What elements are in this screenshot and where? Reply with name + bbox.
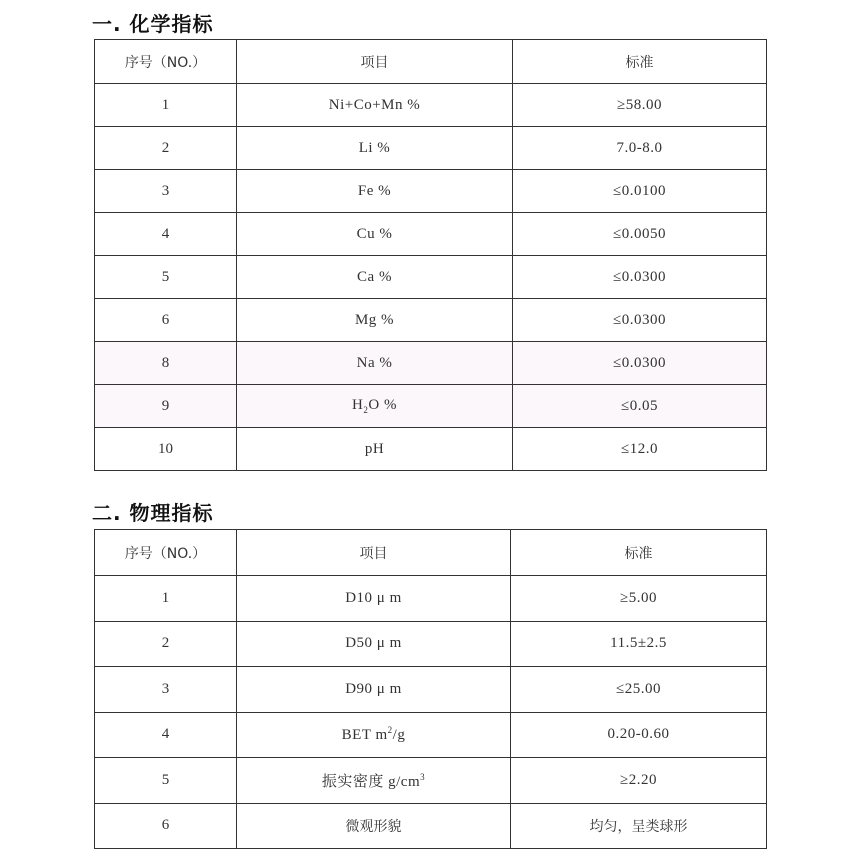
row-item: Na % (237, 342, 513, 385)
item-superscript: 2 (387, 725, 393, 736)
row-standard: ≤25.00 (511, 667, 767, 713)
row-standard: 均匀，呈类球形 (511, 803, 767, 849)
row-number: 8 (95, 342, 237, 385)
row-number: 5 (95, 256, 237, 299)
item-rest-text: O % (368, 397, 397, 413)
column-header-no: 序号（NO.） (95, 40, 237, 84)
section-title-chemical: 一. 化学指标 (92, 12, 214, 36)
row-number: 2 (95, 127, 237, 170)
row-number: 4 (95, 213, 237, 256)
row-item: 微观形貌 (237, 803, 511, 849)
row-number: 6 (95, 299, 237, 342)
table-row (95, 299, 767, 342)
table-header-row (95, 40, 767, 84)
row-number: 1 (95, 576, 237, 622)
row-number: 6 (95, 803, 237, 849)
row-standard: ≥58.00 (513, 84, 767, 127)
column-header-item: 项目 (237, 530, 511, 576)
section-title-physical: 二. 物理指标 (92, 501, 214, 525)
row-standard: ≥5.00 (511, 576, 767, 622)
column-header-item: 项目 (237, 40, 513, 84)
table-row (95, 342, 767, 385)
table-row (95, 428, 767, 471)
row-number: 1 (95, 84, 237, 127)
row-item: pH (237, 428, 513, 471)
table-row (95, 621, 767, 667)
row-item: Mg % (237, 299, 513, 342)
table-row (95, 170, 767, 213)
column-header-no: 序号（NO.） (95, 530, 237, 576)
table-row (95, 803, 767, 849)
row-item (237, 712, 511, 758)
row-standard: 0.20-0.60 (511, 712, 767, 758)
table-row (95, 576, 767, 622)
table-row (95, 667, 767, 713)
row-item: Fe % (237, 170, 513, 213)
row-number: 5 (95, 758, 237, 804)
row-number: 9 (95, 385, 237, 428)
column-header-standard: 标准 (511, 530, 767, 576)
row-item (237, 758, 511, 804)
row-standard: ≤12.0 (513, 428, 767, 471)
row-number: 10 (95, 428, 237, 471)
row-number: 2 (95, 621, 237, 667)
table-row (95, 127, 767, 170)
table-row (95, 256, 767, 299)
column-header-standard: 标准 (513, 40, 767, 84)
row-item (237, 385, 513, 428)
row-standard: ≤0.0300 (513, 256, 767, 299)
row-standard: ≤0.0100 (513, 170, 767, 213)
row-number: 3 (95, 667, 237, 713)
chemical-spec-table (94, 39, 767, 471)
row-item: Ca % (237, 256, 513, 299)
item-rest-text: /g (392, 727, 406, 744)
table-row (95, 758, 767, 804)
row-item: D50 μ m (237, 621, 511, 667)
table-row (95, 84, 767, 127)
row-number: 3 (95, 170, 237, 213)
item-main-text: BET m (341, 727, 388, 744)
row-standard: ≤0.05 (513, 385, 767, 428)
table-row (95, 712, 767, 758)
table-row (95, 213, 767, 256)
row-standard: ≥2.20 (511, 758, 767, 804)
item-subscript: 2 (363, 405, 369, 415)
physical-spec-table (94, 529, 767, 849)
row-item: D10 μ m (237, 576, 511, 622)
row-standard: ≤0.0300 (513, 299, 767, 342)
row-standard: ≤0.0300 (513, 342, 767, 385)
table-row (95, 385, 767, 428)
row-item: Cu % (237, 213, 513, 256)
item-main-text: H (352, 397, 364, 413)
row-item: Ni+Co+Mn % (237, 84, 513, 127)
row-standard: 7.0-8.0 (513, 127, 767, 170)
item-superscript: 3 (420, 771, 426, 782)
row-standard: 11.5±2.5 (511, 621, 767, 667)
row-item: Li % (237, 127, 513, 170)
row-standard: ≤0.0050 (513, 213, 767, 256)
item-main-text: 振实密度 g/cm (321, 773, 421, 790)
row-number: 4 (95, 712, 237, 758)
row-item: D90 μ m (237, 667, 511, 713)
table-header-row (95, 530, 767, 576)
